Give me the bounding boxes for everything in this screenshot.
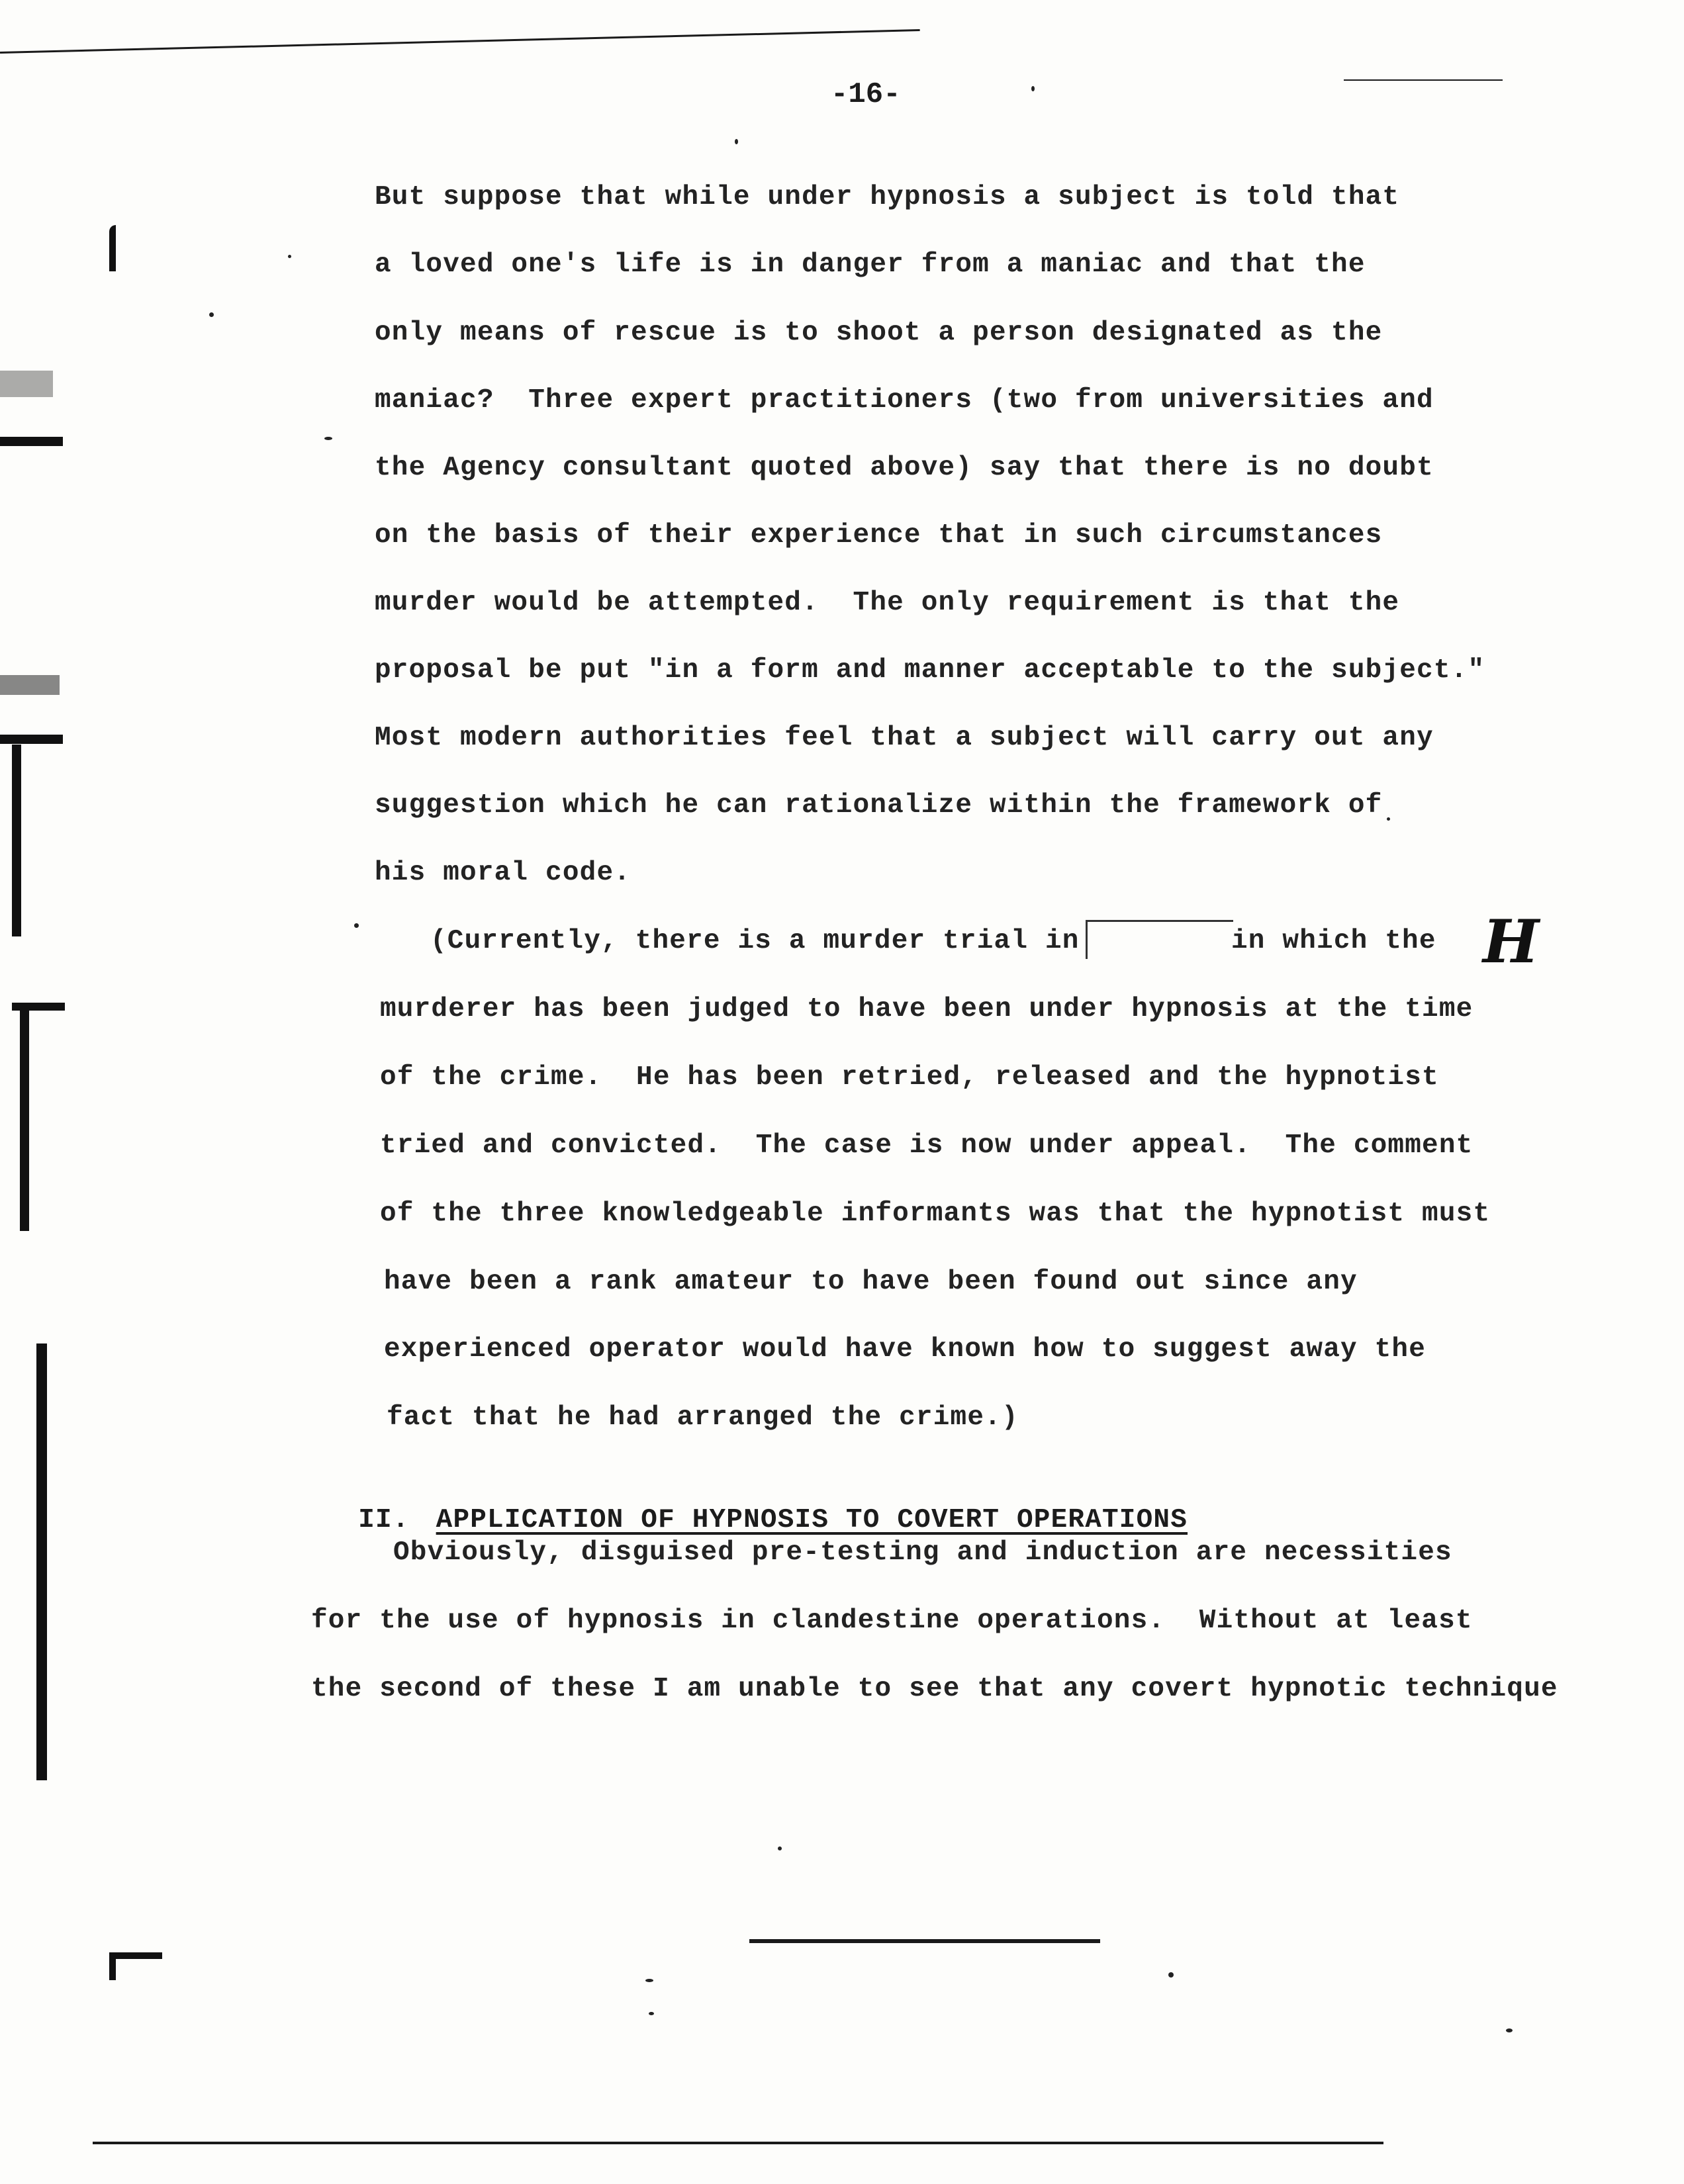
text-line: murder would be attempted. The only requirement is that the xyxy=(375,588,1400,618)
binder-mark xyxy=(0,735,63,744)
text-line: suggestion which he can rationalize within the framework of xyxy=(375,790,1383,821)
page-number: -16- xyxy=(831,78,901,111)
text-line: tried and convicted. The case is now under appeal. The comment xyxy=(380,1130,1474,1161)
text-line: the second of these I am unable to see that any covert hypnotic technique xyxy=(311,1674,1558,1704)
binder-mark xyxy=(109,1952,162,1959)
text-line: of the three knowledgeable informants was that the hypnotist must xyxy=(380,1199,1491,1229)
section-title: APPLICATION OF HYPNOSIS TO COVERT OPERATIONS xyxy=(436,1505,1188,1535)
text-line: for the use of hypnosis in clandestine operations. Without at least xyxy=(311,1606,1473,1636)
text-line: on the basis of their experience that in such circumstances xyxy=(375,520,1383,551)
text-line: proposal be put "in a form and manner acceptable to the subject." xyxy=(375,655,1485,686)
speck xyxy=(288,255,291,258)
top-right-rule xyxy=(1344,79,1503,81)
text-line: (Currently, there is a murder trial in xyxy=(430,926,1080,956)
text-line: have been a rank amateur to have been found out since any xyxy=(384,1267,1358,1297)
text-line: experienced operator would have known how to suggest away the xyxy=(384,1334,1427,1365)
binder-mark xyxy=(0,675,60,695)
text-line: of the crime. He has been retried, released and the hypnotist xyxy=(380,1062,1439,1093)
speck xyxy=(1506,2028,1513,2032)
text-line: murderer has been judged to have been under hypnosis at the time xyxy=(380,994,1474,1024)
binder-mark xyxy=(109,1952,116,1980)
text-line: maniac? Three expert practitioners (two from universities and xyxy=(375,385,1434,416)
binder-mark xyxy=(36,1343,47,1780)
redaction-box xyxy=(1086,920,1233,959)
speck xyxy=(324,437,332,440)
text-line: Obviously, disguised pre-testing and induction are necessities xyxy=(393,1537,1452,1568)
handwritten-margin-mark: H xyxy=(1483,907,1540,977)
text-line: Most modern authorities feel that a subject will carry out any xyxy=(375,723,1434,753)
text-line: a loved one's life is in danger from a maniac and that the xyxy=(375,250,1366,280)
binder-mark xyxy=(0,371,53,397)
text-line: the Agency consultant quoted above) say that there is no doubt xyxy=(375,453,1434,483)
text-line: his moral code. xyxy=(375,858,632,888)
binder-mark xyxy=(20,1006,29,1231)
speck xyxy=(645,1979,653,1982)
speck xyxy=(1387,817,1390,821)
top-edge-line xyxy=(0,29,920,54)
speck xyxy=(1031,86,1035,91)
speck xyxy=(649,2012,654,2015)
text-line: But suppose that while under hypnosis a subject is told that xyxy=(375,182,1400,212)
speck xyxy=(354,923,359,928)
bottom-edge-line xyxy=(93,2142,1383,2144)
text-line: in which the xyxy=(1231,926,1436,956)
binder-mark xyxy=(12,745,21,936)
speck xyxy=(1168,1972,1174,1978)
speck xyxy=(209,312,214,317)
binder-mark xyxy=(109,225,116,271)
section-number: II. xyxy=(358,1505,410,1535)
speck xyxy=(778,1846,782,1850)
text-line: fact that he had arranged the crime.) xyxy=(387,1402,1019,1433)
speck xyxy=(735,139,738,144)
bottom-center-rule xyxy=(749,1939,1100,1943)
binder-mark xyxy=(0,437,63,446)
text-line: only means of rescue is to shoot a person designated as the xyxy=(375,318,1383,348)
